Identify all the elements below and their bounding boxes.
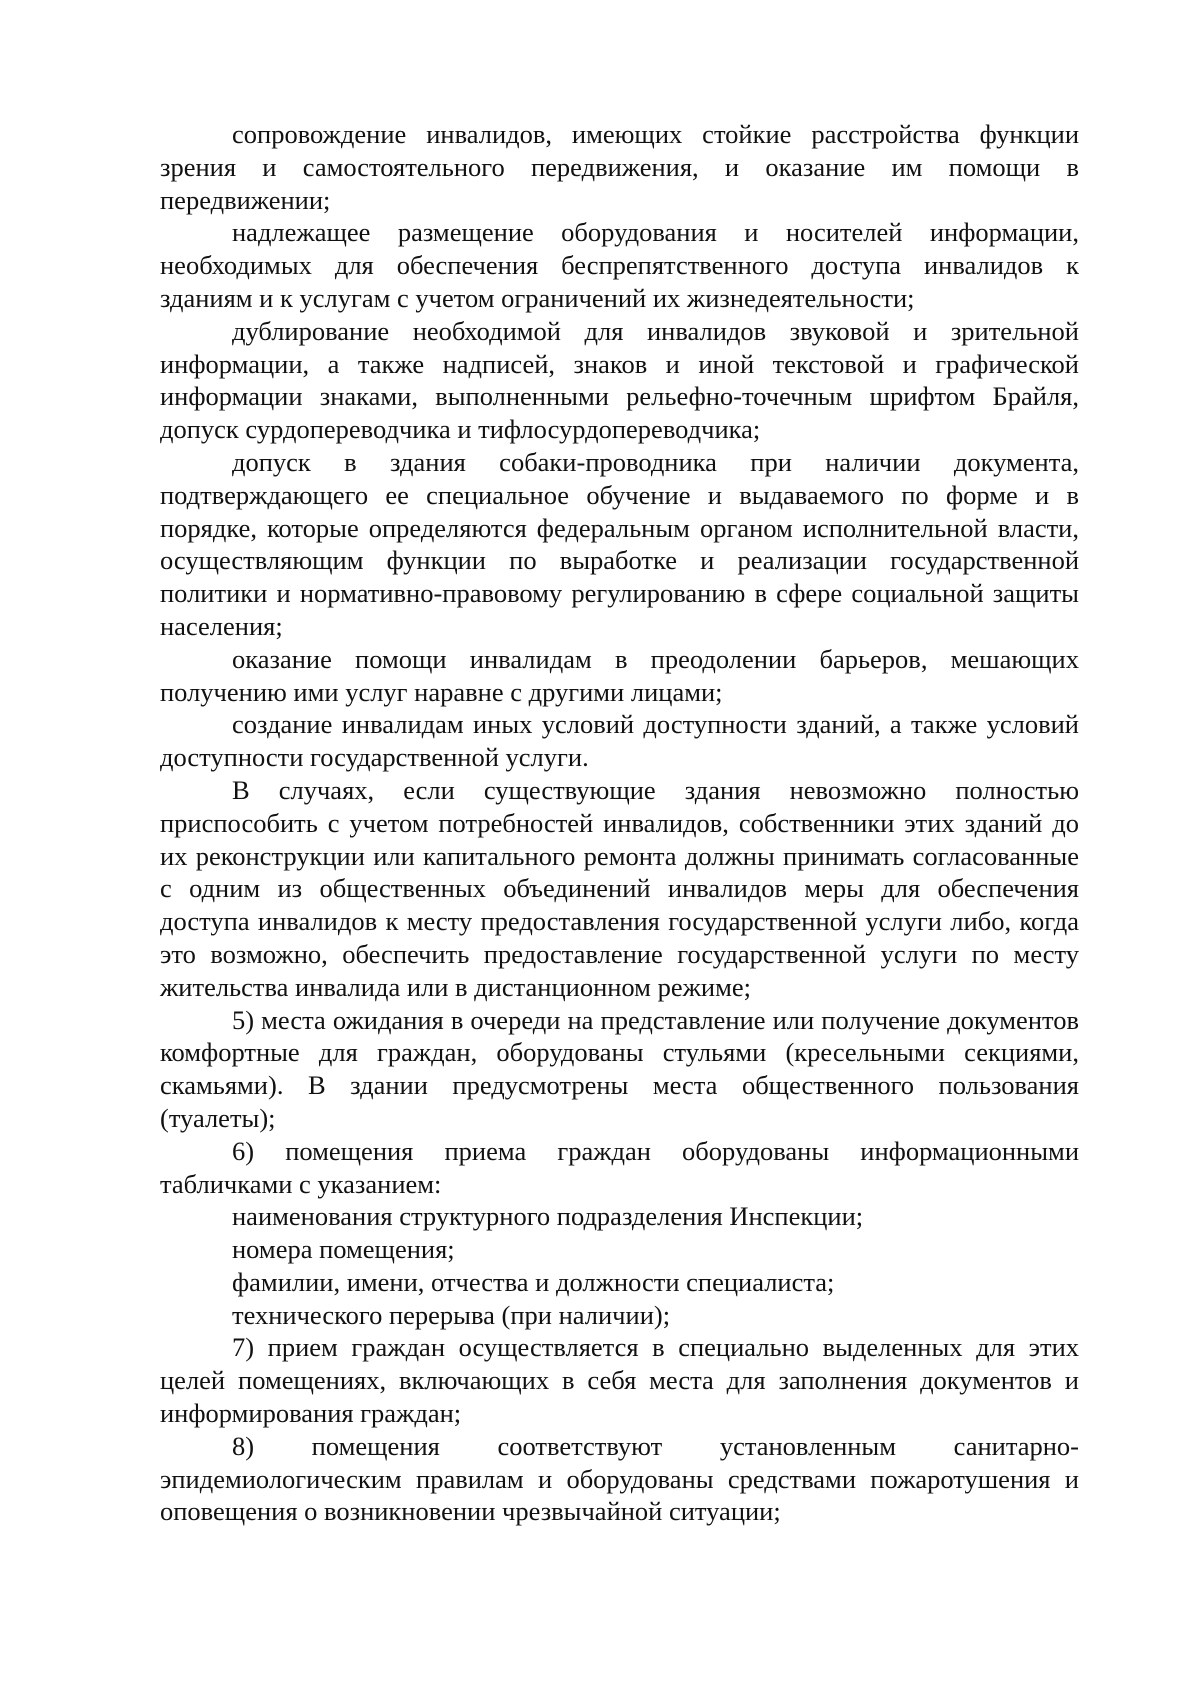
- paragraph-equipment-placement: надлежащее размещение оборудования и носителей информации, необходимых для обеспечения беспрепятственного доступа инвалидов к зданиям и к услугам с учетом ограничений их жизнедеятельности;: [160, 217, 1079, 313]
- paragraph-sign-technical-break: технического перерыва (при наличии);: [232, 1299, 671, 1330]
- paragraph-existing-buildings: В случаях, если существующие здания невозможно полностью приспособить с учетом потребностей инвалидов, собственники этих зданий до их реконструкции или капитального ремонта должны принимать согласованные с одним из общественных объединений инвалидов меры для обеспечения доступа инвалидов к месту предоставления государственной услуги либо, когда это возможно, обеспечить предоставление государственной услуги по месту жительства инвалида или в дистанционном режиме;: [160, 774, 1079, 1002]
- paragraph-escort: сопровождение инвалидов, имеющих стойкие расстройства функции зрения и самостоятельного передвижения, и оказание им помощи в передвижении;: [160, 119, 1079, 215]
- document-page: [160, 118, 1079, 1528]
- paragraph-item-7-reception: 7) прием граждан осуществляется в специально выделенных для этих целей помещениях, включающих в себя места для заполнения документов и информирования граждан;: [160, 1332, 1079, 1429]
- paragraph-information-duplication: дублирование необходимой для инвалидов звуковой и зрительной информации, а также надписей, знаков и иной текстовой и графической информации знаками, выполненными рельефно-точечным шрифтом Брайля, допуск сурдопереводчика и тифлосурдопереводчика;: [160, 315, 1079, 445]
- paragraph-item-5-waiting-areas: 5) места ожидания в очереди на представление или получение документов комфортные для граждан, оборудованы стульями (кресельными секциями, скамьями). В здании предусмотрены места общественного пользования (туалеты);: [160, 1004, 1079, 1133]
- paragraph-item-8-sanitary: 8) помещения соответствуют установленным санитарно-эпидемиологическим правилам и оборудованы средствами пожаротушения и оповещения о возникновении чрезвычайной ситуации;: [160, 1430, 1079, 1527]
- paragraph-sign-specialist-name: фамилии, имени, отчества и должности специалиста;: [232, 1266, 835, 1297]
- paragraph-item-6-reception-rooms: 6) помещения приема граждан оборудованы информационными табличками с указанием:: [160, 1135, 1079, 1199]
- paragraph-barrier-assistance: оказание помощи инвалидам в преодолении барьеров, мешающих получению ими услуг наравне с другими лицами;: [160, 643, 1079, 707]
- paragraph-sign-department-name: наименования структурного подразделения Инспекции;: [232, 1201, 864, 1232]
- paragraph-sign-room-number: номера помещения;: [232, 1234, 455, 1265]
- paragraph-accessibility-conditions: создание инвалидам иных условий доступности зданий, а также условий доступности государственной услуги.: [160, 709, 1079, 773]
- paragraph-guide-dog: допуск в здания собаки-проводника при наличии документа, подтверждающего ее специальное обучение и выдаваемого по форме и в порядке, которые определяются федеральным органом исполнительной власти, осуществляющим функции по выработке и реализации государственной политики и нормативно-правовому регулированию в сфере социальной защиты населения;: [160, 446, 1079, 641]
